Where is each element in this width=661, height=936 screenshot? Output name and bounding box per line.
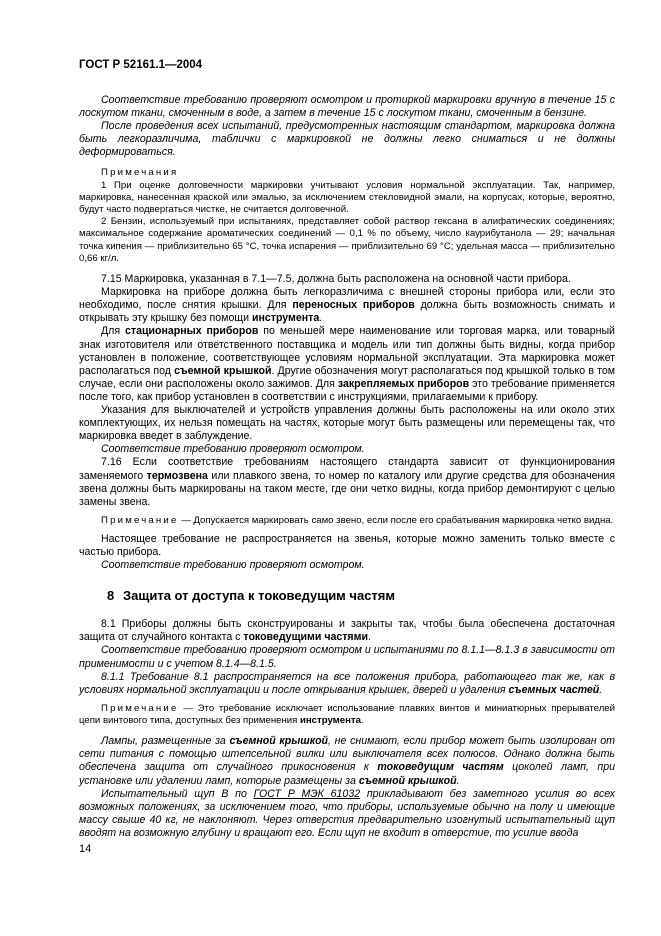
paragraph: Маркировка на приборе должна быть легкоразличима с внешней стороны прибора или, если это необходимо, после снятия крышки. Для переносных приборов должна быть возможность снимать и открывать эту крышку без помощи инструмента.	[79, 286, 615, 325]
note: Примечание — Допускается маркировать само звено, если после его срабатывания маркировка четко видна.	[101, 514, 614, 526]
standard-reference-link[interactable]: ГОСТ Р МЭК 61032	[253, 787, 361, 800]
document-body	[79, 94, 615, 840]
section-heading: 8 Защита от доступа к токоведущим частям	[107, 588, 395, 604]
clause-8-1: 8.1 Приборы должны быть сконструированы и закрыты так, чтобы была обеспечена достаточная защита от случайного контакта с токоведущими частями.	[79, 618, 615, 644]
term: съемной крышкой	[174, 364, 272, 377]
term: съемной крышкой	[229, 735, 329, 748]
paragraph: Соответствие требованию проверяют осмотром.	[101, 559, 365, 572]
paragraph: Настоящее требование не распространяется на звенья, которые можно заменить только вместе с частью прибора.	[79, 532, 615, 559]
paragraph: Испытательный щуп В по ГОСТ Р МЭК 61032 прикладывают без заметного усилия во всех возможных положениях, за исключением того, что приборы, используемые обычно на полу и имеющие массу свыше 40 кг, не наклоняют. Через отверстия предварительно изогнутый испытательный щуп вводят на возможную глубину и вращают его. Если щуп не входит в отверстие, то усилие ввода	[79, 787, 615, 839]
term: съемных частей	[508, 683, 600, 696]
clause-8-1-1: 8.1.1 Требование 8.1 распространяется на все положения прибора, работающего так же, как в условиях нормальной эксплуатации и после открывания крышек, дверей и удаления съемных частей.	[79, 670, 615, 696]
paragraph: Соответствие требованию проверяют осмотром.	[101, 443, 365, 456]
term: переносных приборов	[292, 299, 415, 312]
clause-7-15: 7.15 Маркировка, указанная в 7.1—7.5, должна быть расположена на основной части прибора.	[101, 273, 571, 286]
term: токоведущим частям	[377, 761, 504, 774]
notes-title: Примечания	[101, 167, 179, 179]
note-item: 1 При оценке долговечности маркировки учитывают условия нормальной эксплуатации. Так, например, маркировка, нанесенная краской или эмалью, за исключением стекловидной эмали, на корпусах, которые, вероятно, будут часто подвергаться чистке, не считается долговечной.	[79, 179, 615, 216]
note: Примечание — Это требование исключает использование плавких винтов и миниатюрных прерывателей цепи винтового типа, доступных без применения инструмента.	[79, 702, 615, 727]
term: закрепляемых приборов	[337, 377, 470, 390]
term: съемной крышкой	[358, 774, 457, 787]
term: термозвена	[146, 469, 208, 482]
clause-7-16: 7.16 Если соответствие требованиям настоящего стандарта зависит от функционирования заменяемого термозвена или плавкого звена, то номер по каталогу или другие средства для обозначения звена должны быть маркированы на таком месте, где они четко видны, когда прибор демонтируют с целью замены звена.	[79, 456, 615, 508]
term: инструмента	[251, 312, 320, 325]
paragraph: Соответствие требованию проверяют осмотром и испытаниями по 8.1.1—8.1.3 в зависимости от применимости и с учетом 8.1.4—8.1.5.	[79, 644, 615, 670]
term: инструмента	[299, 715, 361, 727]
term: стационарных приборов	[125, 325, 259, 338]
paragraph: Указания для выключателей и устройств управления должны быть расположены на или около этих комплектующих, их нельзя помещать на частях, которые могут быть размещены или перемещены так, что маркировка введет в заблуждение.	[79, 404, 615, 443]
paragraph: Соответствие требованию проверяют осмотром и протиркой маркировки вручную в течение 15 с лоскутом ткани, смоченным в воде, а затем в течение 15 с лоскутом ткани, смоченным в бензине.	[79, 94, 615, 120]
paragraph: Лампы, размещенные за съемной крышкой, не снимают, если прибор может быть изолирован от сети питания с помощью штепсельной вилки или выключателя всех полюсов. Однако должна быть обеспечена защита от случайного прикосновения к токоведущим частям цоколей ламп, при установке или удалении ламп, которые размещены за съемной крышкой.	[79, 735, 615, 787]
note-item: 2 Бензин, используемый при испытаниях, представляет собой раствор гексана в алифатических соединениях; максимальное содержание ароматических соединений — 0,1 % по объему, число каурибутанола — 29; начальная точка кипения — приблизительно 65 °С, точка испарения — приблизительно 69 °С; удельная масса — приблизительно 0,66 кг/л.	[79, 216, 615, 264]
paragraph: Для стационарных приборов по меньшей мере наименование или торговая марка, или товарный знак изготовителя или ответственного поставщика и модель или тип должны быть видны, когда прибор установлен в положение, соответствующее условиям нормальной эксплуатации. Эта маркировка может располагаться под съемной крышкой. Другие обозначения могут располагаться под крышкой только в том случае, если они расположены около зажимов. Для закрепляемых приборов это требование применяется после того, как прибор установлен в соответствии с инструкциями, прилагаемыми к прибору.	[79, 325, 615, 403]
page-header: ГОСТ Р 52161.1—2004	[79, 59, 203, 71]
term: токоведущими частями	[243, 631, 368, 644]
page-number: 14	[79, 843, 92, 855]
paragraph: После проведения всех испытаний, предусмотренных настоящим стандартом, маркировка должна быть легкоразличима, таблички с маркировкой не должны легко сниматься и не должны деформироваться.	[79, 120, 615, 159]
